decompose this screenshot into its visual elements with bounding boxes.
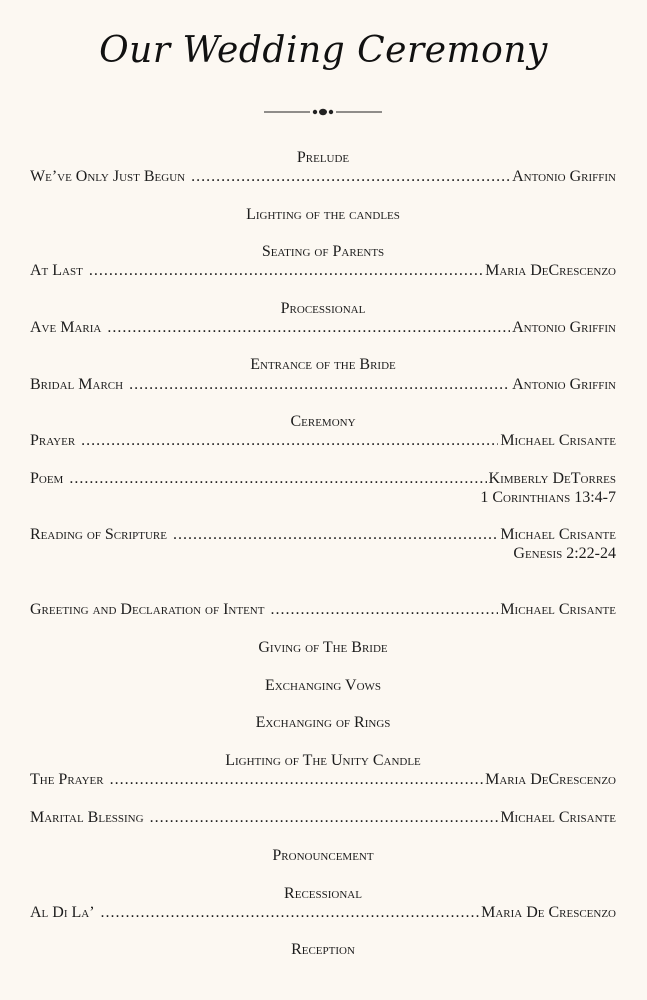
dot-leader bbox=[173, 525, 498, 544]
piece-title: Al Di La’ bbox=[30, 904, 95, 921]
piece-title: Ave Maria bbox=[30, 319, 102, 336]
performer-name: Antonio Griffin bbox=[512, 168, 616, 185]
performer-name: Antonio Griffin bbox=[512, 319, 616, 336]
section-heading-ceremony: Ceremony bbox=[290, 413, 356, 430]
item-label: Prayer bbox=[30, 432, 76, 449]
program-row-greeting bbox=[30, 600, 616, 619]
dot-leader bbox=[101, 903, 480, 922]
section-heading-unity: Lighting of The Unity Candle bbox=[225, 752, 421, 769]
dot-leader bbox=[81, 431, 498, 450]
section-heading-rings: Exchanging of Rings bbox=[255, 714, 391, 731]
piece-title: We’ve Only Just Begun bbox=[30, 168, 186, 185]
program-row-prayer bbox=[30, 431, 616, 450]
dot-leader bbox=[150, 808, 499, 827]
performer-name: Kimberly DeTorres bbox=[488, 470, 616, 487]
section-heading-parents: Seating of Parents bbox=[261, 243, 385, 260]
performer-name: Antonio Griffin bbox=[512, 376, 616, 393]
program-row-recessional bbox=[30, 903, 616, 922]
section-heading-recessional: Recessional bbox=[284, 885, 362, 902]
performer-name: Maria DeCrescenzo bbox=[485, 262, 616, 279]
program-row-processional bbox=[30, 318, 616, 337]
program-row-prelude bbox=[30, 167, 616, 186]
item-label: Greeting and Declaration of Intent bbox=[30, 601, 265, 618]
section-heading-reception: Reception bbox=[291, 941, 355, 958]
performer-name: Michael Crisante bbox=[500, 432, 616, 449]
dot-leader bbox=[110, 770, 483, 789]
section-heading-prelude: Prelude bbox=[296, 149, 350, 166]
scripture-reference: Genesis 2:22-24 bbox=[513, 545, 616, 562]
program-row-parents bbox=[30, 261, 616, 280]
program-row-bride-entrance bbox=[30, 375, 616, 394]
performer-name: Michael Crisante bbox=[500, 526, 616, 543]
poem-reference: 1 Corinthians 13:4-7 bbox=[480, 489, 616, 506]
section-heading-giving: Giving of The Bride bbox=[258, 639, 388, 656]
section-heading-bride-entrance: Entrance of the Bride bbox=[250, 356, 396, 373]
item-label: Poem bbox=[30, 470, 64, 487]
dot-leader bbox=[191, 167, 510, 186]
page-title: Our Wedding Ceremony bbox=[99, 30, 548, 71]
dot-leader bbox=[89, 261, 483, 280]
section-heading-vows: Exchanging Vows bbox=[264, 677, 382, 694]
performer-name: Michael Crisante bbox=[500, 601, 616, 618]
section-heading-processional: Processional bbox=[280, 300, 366, 317]
program-row-the-prayer bbox=[30, 770, 616, 789]
ornament-divider-icon bbox=[264, 106, 382, 118]
piece-title: The Prayer bbox=[30, 771, 104, 788]
dot-leader bbox=[129, 375, 510, 394]
program-row-blessing bbox=[30, 808, 616, 827]
performer-name: Maria DeCrescenzo bbox=[485, 771, 616, 788]
piece-title: At Last bbox=[30, 262, 83, 279]
section-heading-candles: Lighting of the candles bbox=[246, 206, 400, 223]
dot-leader bbox=[69, 469, 486, 488]
performer-name: Maria De Crescenzo bbox=[481, 904, 616, 921]
item-label: Marital Blessing bbox=[30, 809, 144, 826]
program-row-poem bbox=[30, 469, 616, 488]
dot-leader bbox=[107, 318, 510, 337]
program-row-scripture bbox=[30, 525, 616, 544]
piece-title: Bridal March bbox=[30, 376, 124, 393]
section-heading-pronouncement: Pronouncement bbox=[272, 847, 374, 864]
item-label: Reading of Scripture bbox=[30, 526, 167, 543]
dot-leader bbox=[270, 600, 498, 619]
performer-name: Michael Crisante bbox=[500, 809, 616, 826]
